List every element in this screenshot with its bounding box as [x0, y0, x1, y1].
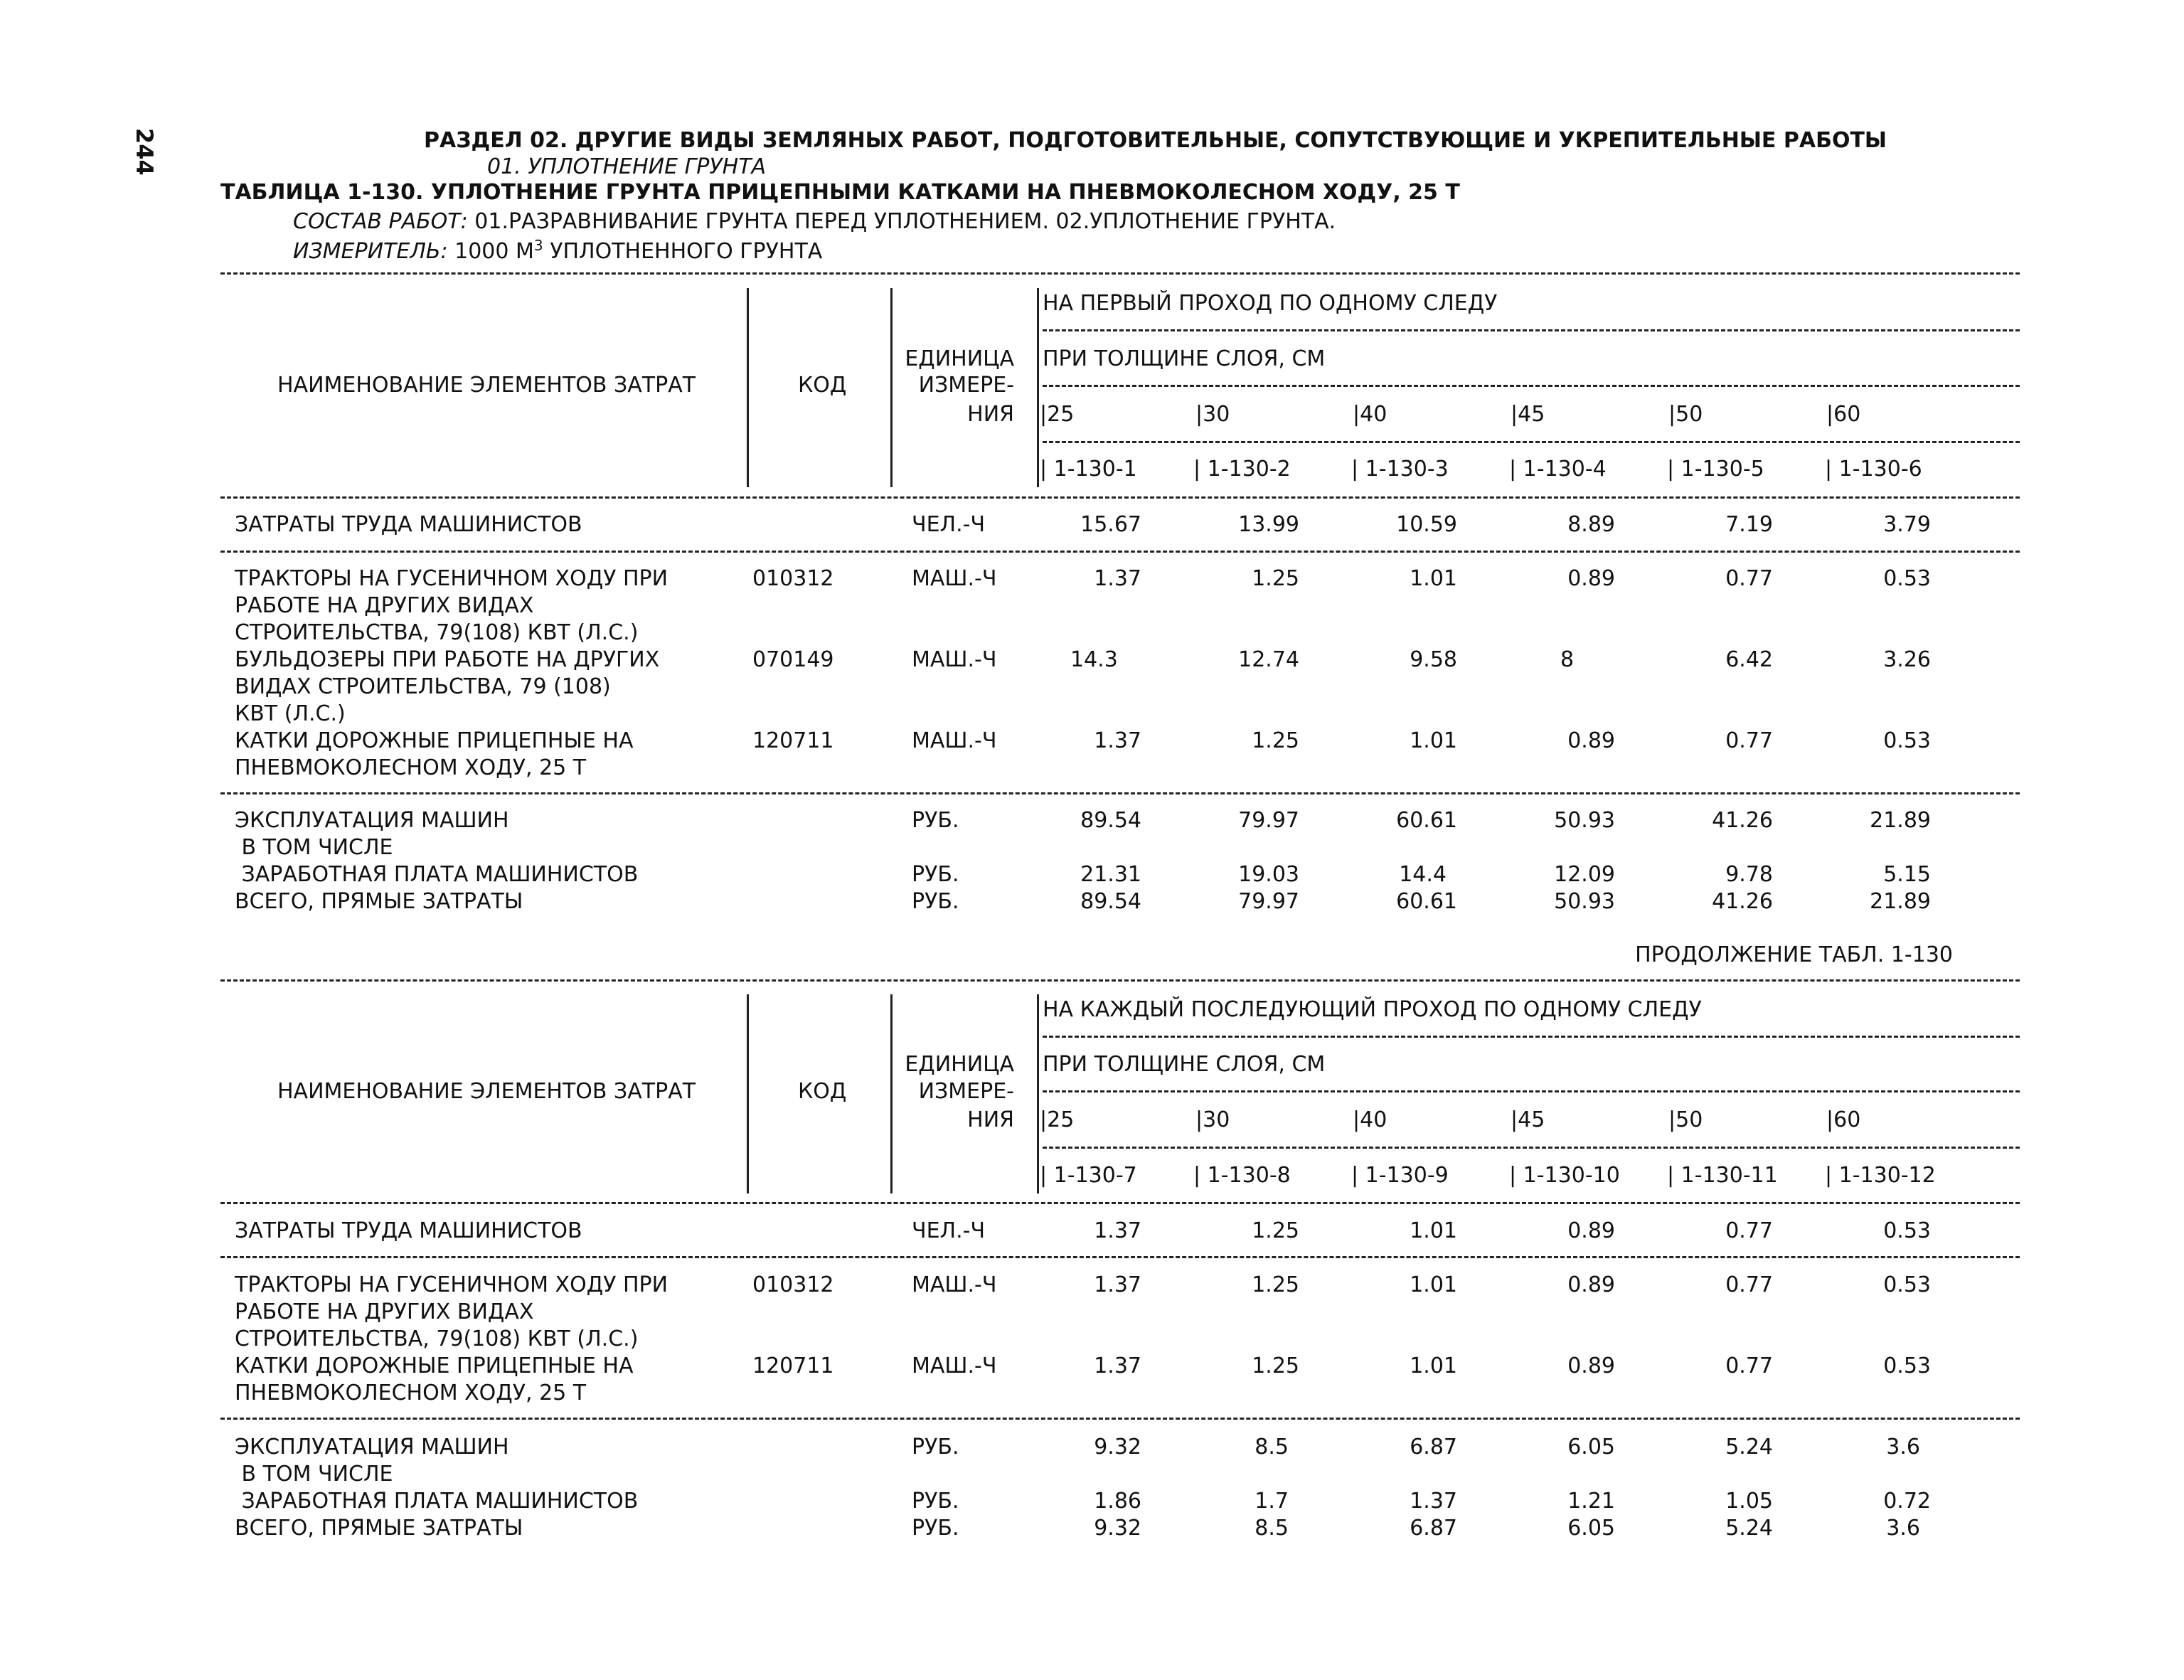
table-2-summary-name: ВСЕГО, ПРЯМЫЕ ЗАТРАТЫ [235, 1516, 523, 1541]
table-1-divider [747, 288, 749, 487]
table-2-code-header: КОД [798, 1079, 847, 1104]
table-1-summary-value: 21.89 [1870, 889, 1931, 914]
section-title: РАЗДЕЛ 02. ДРУГИЕ ВИДЫ ЗЕМЛЯНЫХ РАБОТ, ПОДГОТОВИТЕЛЬНЫЕ, СОПУТСТВУЮЩИЕ И УКРЕПИТЕЛЬНЫЕ РАБОТЫ [424, 128, 1887, 153]
table-1-summary-value: 60.61 [1396, 808, 1457, 833]
table-2-summary-value: 1.86 [1094, 1489, 1141, 1514]
page-number: 244 [131, 128, 158, 176]
table-1-machine-name: ПНЕВМОКОЛЕСНОМ ХОДУ, 25 Т [235, 755, 587, 780]
table-1-machine-unit: МАШ.-Ч [912, 647, 997, 672]
table-1-machine-value: 1.25 [1252, 566, 1299, 591]
table-1-divider [1037, 288, 1039, 487]
table-1-code: | 1-130-1 [1040, 457, 1137, 482]
table-1-labor-value: 7.19 [1725, 512, 1773, 537]
table-1-code-header: КОД [798, 373, 847, 398]
table-1-rule [1043, 441, 2020, 443]
table-2-name-header: НАИМЕНОВАНИЕ ЭЛЕМЕНТОВ ЗАТРАТ [277, 1079, 696, 1104]
table-2-summary-value: 1.21 [1567, 1489, 1615, 1514]
table-2-labor-value: 1.37 [1094, 1218, 1141, 1243]
table-2-summary-value: 6.87 [1410, 1516, 1457, 1541]
table-2-code: | 1-130-12 [1825, 1163, 1936, 1188]
table-2-machine-name: СТРОИТЕЛЬСТВА, 79(108) КВТ (Л.С.) [235, 1327, 639, 1351]
table-2-labor-name: ЗАТРАТЫ ТРУДА МАШИНИСТОВ [235, 1218, 582, 1243]
table-2-machine-value: 1.25 [1252, 1354, 1299, 1378]
table-2-labor-value: 0.89 [1567, 1218, 1615, 1243]
table-2-machine-name: РАБОТЕ НА ДРУГИХ ВИДАХ [235, 1299, 534, 1324]
table-1-summary-name: В ТОМ ЧИСЛЕ [235, 835, 393, 860]
table-2-thickness-value: |40 [1353, 1107, 1387, 1132]
table-1-summary-value: 60.61 [1396, 889, 1457, 914]
table-1-summary-value: 79.97 [1238, 889, 1299, 914]
table-2-machine-value: 1.37 [1094, 1354, 1141, 1378]
table-2-machine-name: ТРАКТОРЫ НА ГУСЕНИЧНОМ ХОДУ ПРИ [235, 1272, 668, 1297]
table-2-summary-value: 8.5 [1255, 1516, 1289, 1541]
table-2-thickness-value: |50 [1668, 1107, 1703, 1132]
table-2-summary-value: 1.7 [1255, 1489, 1289, 1514]
table-1-thickness-value: |45 [1511, 402, 1545, 427]
table-2-machine-unit: МАШ.-Ч [912, 1354, 997, 1378]
table-1-machine-value: 1.01 [1410, 728, 1457, 753]
subsection-title: 01. УПЛОТНЕНИЕ ГРУНТА [487, 154, 767, 179]
table-2-divider [1037, 994, 1039, 1193]
table-2-top-rule [220, 979, 2020, 982]
table-2-labor-unit: ЧЕЛ.-Ч [912, 1218, 986, 1243]
table-1-summary-value: 89.54 [1080, 889, 1141, 914]
table-1-machine-value: 1.37 [1094, 566, 1141, 591]
table-2-code: | 1-130-7 [1040, 1163, 1137, 1188]
table-1-thickness-value: |25 [1040, 402, 1075, 427]
table-1-unit-header-2: ИЗМЕРЕ- [918, 373, 1014, 398]
table-1-machine-name: БУЛЬДОЗЕРЫ ПРИ РАБОТЕ НА ДРУГИХ [235, 647, 660, 672]
table-1-summary-name: ЭКСПЛУАТАЦИЯ МАШИН [235, 808, 509, 833]
table-1-labor-unit: ЧЕЛ.-Ч [912, 512, 986, 537]
table-1-thickness-value: |60 [1826, 402, 1861, 427]
table-1-machine-unit: МАШ.-Ч [912, 728, 997, 753]
table-1-rule [220, 551, 2020, 553]
table-1-unit-header-1: ЕДИНИЦА [905, 346, 1014, 371]
table-2-summary-value: 3.6 [1886, 1516, 1920, 1541]
table-2-summary-value: 6.87 [1410, 1435, 1457, 1460]
table-1-summary-name: ВСЕГО, ПРЯМЫЕ ЗАТРАТЫ [235, 889, 523, 914]
table-1-thickness-value: |50 [1668, 402, 1703, 427]
composition-line [293, 211, 1336, 233]
table-1-machine-value: 0.89 [1567, 566, 1615, 591]
table-1-header-bottom-rule [220, 496, 2020, 499]
table-2-machine-code: 010312 [752, 1272, 834, 1297]
table-1-machine-value: 0.77 [1725, 566, 1773, 591]
table-2-divider [747, 994, 749, 1193]
table-1-thickness-value: |40 [1353, 402, 1387, 427]
table-1-machine-name: КВТ (Л.С.) [235, 701, 346, 726]
measure-tail: УПЛОТНЕННОГО ГРУНТА [550, 239, 823, 264]
table-1-machine-name: РАБОТЕ НА ДРУГИХ ВИДАХ [235, 593, 534, 618]
table-2-summary-unit: РУБ. [912, 1516, 959, 1541]
table-2-pass-title: НА КАЖДЫЙ ПОСЛЕДУЮЩИЙ ПРОХОД ПО ОДНОМУ СЛЕДУ [1043, 997, 1702, 1022]
table-1-machine-name: СТРОИТЕЛЬСТВА, 79(108) КВТ (Л.С.) [235, 620, 639, 645]
composition-label: СОСТАВ РАБОТ: [293, 209, 468, 234]
table-1-labor-value: 15.67 [1080, 512, 1141, 537]
table-2-rule [220, 1418, 2020, 1420]
table-2-summary-name: ЗАРАБОТНАЯ ПЛАТА МАШИНИСТОВ [235, 1489, 639, 1514]
table-1-machine-value: 9.58 [1410, 647, 1457, 672]
table-1-rule [1043, 385, 2020, 387]
table-1-thickness-value: |30 [1195, 402, 1230, 427]
table-2-thickness: ПРИ ТОЛЩИНЕ СЛОЯ, СМ [1043, 1052, 1326, 1077]
composition-text: 01.РАЗРАВНИВАНИЕ ГРУНТА ПЕРЕД УПЛОТНЕНИЕМ. 02.УПЛОТНЕНИЕ ГРУНТА. [474, 209, 1336, 234]
table-2-unit-header-3: НИЯ [967, 1107, 1014, 1132]
table-1-divider [890, 288, 893, 487]
table-1-labor-value: 3.79 [1883, 512, 1931, 537]
table-2-thickness-value: |25 [1040, 1107, 1075, 1132]
table-1-summary-value: 79.97 [1238, 808, 1299, 833]
table-2-code: | 1-130-8 [1193, 1163, 1291, 1188]
table-2-summary-name: В ТОМ ЧИСЛЕ [235, 1462, 393, 1487]
table-1-machine-code: 120711 [752, 728, 834, 753]
table-2-summary-unit: РУБ. [912, 1435, 959, 1460]
table-2-machine-value: 0.89 [1567, 1272, 1615, 1297]
table-2-thickness-value: |60 [1826, 1107, 1861, 1132]
table-2-summary-value: 1.37 [1410, 1489, 1457, 1514]
table-1-machine-value: 8 [1560, 647, 1575, 672]
table-2-machine-name: КАТКИ ДОРОЖНЫЕ ПРИЦЕПНЫЕ НА [235, 1354, 634, 1378]
table-2-rule [220, 1256, 2020, 1258]
table-1-code: | 1-130-2 [1193, 457, 1291, 482]
table-2-machine-code: 120711 [752, 1354, 834, 1378]
table-1-machine-value: 14.3 [1070, 647, 1118, 672]
measure-sup: 3 [533, 237, 543, 254]
table-1-machine-value: 0.77 [1725, 728, 1773, 753]
table-1-machine-value: 1.25 [1252, 728, 1299, 753]
table-1-machine-value: 12.74 [1238, 647, 1299, 672]
table-2-summary-value: 9.32 [1094, 1435, 1141, 1460]
table-1-summary-value: 9.78 [1725, 862, 1773, 887]
table-2-machine-value: 0.89 [1567, 1354, 1615, 1378]
table-2-rule [1043, 1090, 2020, 1092]
table-2-machine-value: 0.53 [1883, 1272, 1931, 1297]
table-2-machine-name: ПНЕВМОКОЛЕСНОМ ХОДУ, 25 Т [235, 1381, 587, 1405]
continuation-label: ПРОДОЛЖЕНИЕ ТАБЛ. 1-130 [1635, 942, 1953, 967]
table-1-summary-value: 89.54 [1080, 808, 1141, 833]
table-1-summary-value: 5.15 [1883, 862, 1931, 887]
table-2-code: | 1-130-10 [1509, 1163, 1620, 1188]
table-1-labor-name: ЗАТРАТЫ ТРУДА МАШИНИСТОВ [235, 512, 582, 537]
table-1-summary-value: 50.93 [1554, 889, 1615, 914]
table-1-machine-name: ТРАКТОРЫ НА ГУСЕНИЧНОМ ХОДУ ПРИ [235, 566, 668, 591]
table-2-labor-value: 0.77 [1725, 1218, 1773, 1243]
table-2-unit-header-1: ЕДИНИЦА [905, 1052, 1014, 1077]
table-2-code: | 1-130-11 [1667, 1163, 1778, 1188]
measure-line [293, 238, 822, 262]
table-1-summary-value: 50.93 [1554, 808, 1615, 833]
table-1-machine-code: 070149 [752, 647, 834, 672]
table-2-summary-value: 6.05 [1567, 1516, 1615, 1541]
table-1-machine-value: 0.89 [1567, 728, 1615, 753]
table-2-machine-value: 0.77 [1725, 1354, 1773, 1378]
table-1-labor-value: 13.99 [1238, 512, 1299, 537]
table-1-machine-name: КАТКИ ДОРОЖНЫЕ ПРИЦЕПНЫЕ НА [235, 728, 634, 753]
table-1-code: | 1-130-4 [1509, 457, 1607, 482]
table-2-labor-value: 1.01 [1410, 1218, 1457, 1243]
table-1-top-rule [220, 272, 2020, 275]
table-1-summary-name: ЗАРАБОТНАЯ ПЛАТА МАШИНИСТОВ [235, 862, 639, 887]
table-1-machine-value: 0.53 [1883, 566, 1931, 591]
table-1-machine-value: 0.53 [1883, 728, 1931, 753]
table-2-rule [1043, 1147, 2020, 1149]
table-2-summary-value: 0.72 [1883, 1489, 1931, 1514]
table-1-summary-unit: РУБ. [912, 862, 959, 887]
table-1-code: | 1-130-5 [1667, 457, 1764, 482]
table-2-summary-value: 5.24 [1725, 1435, 1773, 1460]
table-2-labor-value: 0.53 [1883, 1218, 1931, 1243]
table-1-code: | 1-130-3 [1351, 457, 1449, 482]
table-2-summary-value: 8.5 [1255, 1435, 1289, 1460]
table-1-machine-value: 1.37 [1094, 728, 1141, 753]
table-1-machine-value: 3.26 [1883, 647, 1931, 672]
table-2-machine-value: 0.53 [1883, 1354, 1931, 1378]
table-1-summary-value: 21.89 [1870, 808, 1931, 833]
table-2-rule [1043, 1036, 2020, 1038]
table-2-machine-value: 0.77 [1725, 1272, 1773, 1297]
table-1-summary-value: 41.26 [1712, 808, 1773, 833]
table-1-summary-value: 19.03 [1238, 862, 1299, 887]
table-2-summary-unit: РУБ. [912, 1489, 959, 1514]
table-1-summary-value: 41.26 [1712, 889, 1773, 914]
table-1-summary-unit: РУБ. [912, 889, 959, 914]
table-1-rule [1043, 329, 2020, 331]
measure-label: ИЗМЕРИТЕЛЬ: [293, 239, 448, 264]
table-1-machine-code: 010312 [752, 566, 834, 591]
table-2-machine-value: 1.01 [1410, 1272, 1457, 1297]
table-2-summary-value: 9.32 [1094, 1516, 1141, 1541]
table-2-summary-name: ЭКСПЛУАТАЦИЯ МАШИН [235, 1435, 509, 1460]
table-1-summary-unit: РУБ. [912, 808, 959, 833]
table-2-machine-unit: МАШ.-Ч [912, 1272, 997, 1297]
table-2-machine-value: 1.37 [1094, 1272, 1141, 1297]
table-2-summary-value: 6.05 [1567, 1435, 1615, 1460]
table-2-summary-value: 5.24 [1725, 1516, 1773, 1541]
table-1-labor-value: 10.59 [1396, 512, 1457, 537]
table-1-pass-title: НА ПЕРВЫЙ ПРОХОД ПО ОДНОМУ СЛЕДУ [1043, 291, 1498, 316]
table-1-summary-value: 14.4 [1399, 862, 1447, 887]
table-2-thickness-value: |45 [1511, 1107, 1545, 1132]
table-title: ТАБЛИЦА 1-130. УПЛОТНЕНИЕ ГРУНТА ПРИЦЕПНЫМИ КАТКАМИ НА ПНЕВМОКОЛЕСНОМ ХОДУ, 25 Т [220, 180, 1460, 205]
table-2-labor-value: 1.25 [1252, 1218, 1299, 1243]
table-1-machine-value: 6.42 [1725, 647, 1773, 672]
table-2-machine-value: 1.01 [1410, 1354, 1457, 1378]
table-2-code: | 1-130-9 [1351, 1163, 1449, 1188]
table-1-summary-value: 21.31 [1080, 862, 1141, 887]
table-2-thickness-value: |30 [1195, 1107, 1230, 1132]
table-1-code: | 1-130-6 [1825, 457, 1922, 482]
table-2-summary-value: 3.6 [1886, 1435, 1920, 1460]
table-1-thickness: ПРИ ТОЛЩИНЕ СЛОЯ, СМ [1043, 346, 1326, 371]
table-2-machine-value: 1.25 [1252, 1272, 1299, 1297]
table-2-summary-value: 1.05 [1725, 1489, 1773, 1514]
table-1-machine-unit: МАШ.-Ч [912, 566, 997, 591]
table-1-unit-header-3: НИЯ [967, 402, 1014, 427]
table-1-name-header: НАИМЕНОВАНИЕ ЭЛЕМЕНТОВ ЗАТРАТ [277, 373, 696, 398]
table-1-rule [220, 792, 2020, 794]
measure-text: 1000 М [454, 239, 534, 264]
table-2-unit-header-2: ИЗМЕРЕ- [918, 1079, 1014, 1104]
table-1-summary-value: 12.09 [1554, 862, 1615, 887]
table-1-machine-name: ВИДАХ СТРОИТЕЛЬСТВА, 79 (108) [235, 674, 611, 699]
table-2-header-bottom-rule [220, 1202, 2020, 1204]
table-1-labor-value: 8.89 [1567, 512, 1615, 537]
table-1-machine-value: 1.01 [1410, 566, 1457, 591]
table-2-divider [890, 994, 893, 1193]
